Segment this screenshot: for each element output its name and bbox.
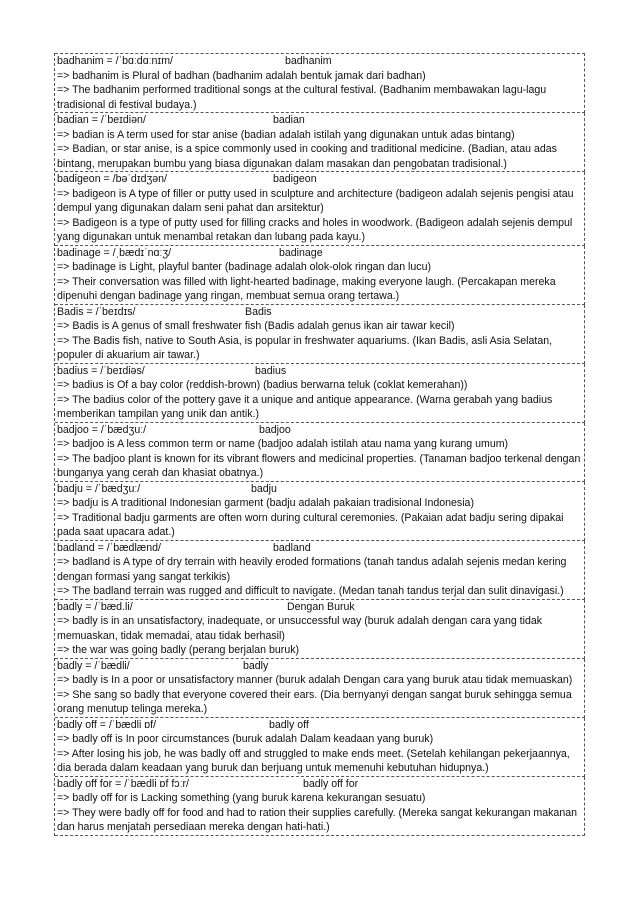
entry-badian: [55, 113, 585, 172]
entry-pronunciation: Badis = /ˈbeɪdɪs/: [57, 305, 136, 318]
entry-definition: => badian is A term used for star anise (badian adalah istilah yang digunakan untuk adas bintang): [57, 128, 515, 141]
entry-definition: => badju is A traditional Indonesian garment (badju adalah pakaian tradisional Indonesia): [57, 497, 474, 509]
entry-term: badinage: [279, 246, 323, 259]
entry-heading: [57, 718, 583, 733]
dictionary-document: [54, 53, 585, 836]
entry-definition: => Badis is A genus of small freshwater fish (Badis adalah genus ikan air tawar kecil): [57, 320, 455, 332]
entry-heading: [57, 54, 583, 69]
entry-example: => Traditional badju garments are often worn during cultural ceremonies. (Pakaian adat badju sering dipakai pada saat upacara adat.): [57, 511, 564, 538]
entry-definition: => badly off is In poor circumstances (buruk adalah Dalam keadaan yang buruk): [57, 733, 434, 745]
entry-example: => She sang so badly that everyone covered their ears. (Dia bernyanyi dengan sangat buruk sehingga semua orang menutup telinga mereka.): [57, 688, 572, 715]
entry-example: => The badland terrain was rugged and difficult to navigate. (Medan tanah tandus terjal dan sulit dinavigasi.): [57, 585, 564, 597]
entry-badhanim: [55, 53, 585, 113]
entry-example: => After losing his job, he was badly off and struggled to make ends meet. (Setelah kehilangan pekerjaannya, dia berada dalam keadaan yang buruk dan berjuang untuk memenuhi kebutuhan hidupnya.): [57, 747, 570, 774]
entry-pronunciation: badian = /ˈbeɪdiən/: [57, 114, 146, 126]
entry-term: Dengan Buruk: [287, 600, 355, 613]
entry-pronunciation: badland = /ˈbædlænd/: [57, 541, 161, 554]
entry-heading: [57, 305, 583, 320]
entry-badly-off-for: [55, 777, 585, 836]
entry-example: => Their conversation was filled with light-hearted badinage, making everyone laugh. (Percakapan mereka dipenuhi dengan badinage yang ringan, membuat semua orang tertawa.): [57, 275, 556, 302]
entry-example: => Badian, or star anise, is a spice commonly used in cooking and traditional medicine. (Badian, atau adas bintang, merupakan bumbu yang biasa digunakan dalam masakan dan pengobatan tradisional.): [57, 143, 557, 170]
entry-badly-off: [55, 718, 585, 777]
entry-badly-2: [55, 659, 585, 718]
entry-term: badju: [251, 482, 277, 495]
entry-heading: [57, 482, 583, 497]
entry-example: => The badhanim performed traditional songs at the cultural festival. (Badhanim membawakan lagu-lagu tradisional di festival budaya.): [57, 84, 547, 111]
entry-heading: [57, 172, 583, 187]
entry-pronunciation: badigeon = /bəˈdɪdʒən/: [57, 173, 167, 185]
entry-example: => The Badis fish, native to South Asia, is popular in freshwater aquariums. (Ikan Badis, asli Asia Selatan, populer di akuarium air tawar.): [57, 334, 553, 361]
entry-example: => The badius color of the pottery gave it a unique and antique appearance. (Warna gerabah yang badius memberikan tampilan yang unik dan antik.): [57, 393, 553, 420]
entry-term: Badis: [245, 305, 272, 318]
entry-term: badly off: [269, 718, 309, 731]
entry-badis: [55, 305, 585, 364]
entry-definition: => badhanim is Plural of badhan (badhanim adalah bentuk jamak dari badhan): [57, 69, 426, 82]
entry-heading: [57, 600, 583, 615]
entry-definition: => badly is in an unsatisfactory, inadequate, or unsuccessful way (buruk adalah dengan cara yang tidak memuaskan, tidak memadai, atau tidak berhasil): [57, 615, 543, 642]
entry-definition: => badius is Of a bay color (reddish-brown) (badius berwarna teluk (coklat kemerahan)): [57, 379, 468, 391]
entry-term: badland: [273, 541, 311, 554]
entry-term: badhanim: [285, 55, 332, 67]
entry-example: => The badjoo plant is known for its vibrant flowers and medicinal properties. (Tanaman badjoo terkenal dengan bunganya yang cerah dan khasiat obatnya.): [57, 452, 581, 479]
entry-term: badly: [243, 659, 269, 672]
entry-term: badigeon: [273, 173, 317, 185]
entry-term: badian: [273, 114, 305, 126]
entry-badius: [55, 364, 585, 423]
entry-example: => the war was going badly (perang berjalan buruk): [57, 644, 300, 656]
entry-example: => They were badly off for food and had to ration their supplies carefully. (Mereka sangat kekurangan makanan dan harus menjatah persediaan mereka dengan hati-hati.): [57, 806, 577, 833]
entry-definition: => badjoo is A less common term or name (badjoo adalah istilah atau nama yang kurang umum): [57, 438, 509, 450]
entry-pronunciation: badly off = /ˈbædli ɒf/: [57, 718, 157, 731]
entry-heading: [57, 541, 583, 556]
entry-heading: [57, 113, 583, 128]
entry-heading: [57, 246, 583, 261]
entry-example: => Badigeon is a type of putty used for filling cracks and holes in woodwork. (Badigeon adalah sejenis dempul yang digunakan untuk menambal retakan dan lubang pada kayu.): [57, 216, 573, 243]
entry-heading: [57, 423, 583, 438]
entry-term: badly off for: [303, 777, 359, 790]
entry-pronunciation: badinage = /ˌbædɪˈnɑːʒ/: [57, 246, 172, 259]
entry-heading: [57, 364, 583, 379]
entry-pronunciation: badju = /ˈbædʒuː/: [57, 482, 141, 495]
entry-pronunciation: badly = /ˈbæd.li/: [57, 600, 133, 613]
entry-heading: [57, 777, 583, 792]
entry-badigeon: [55, 172, 585, 246]
entry-definition: => badigeon is A type of filler or putty used in sculpture and architecture (badigeon adalah sejenis pengisi atau dempul yang digunakan dalam seni pahat dan arsitektur): [57, 187, 574, 214]
entry-pronunciation: badhanim = /ˈbɑːdɑːnɪm/: [57, 55, 173, 67]
entry-definition: => badly is In a poor or unsatisfactory manner (buruk adalah Dengan cara yang buruk atau tidak memuaskan): [57, 674, 573, 686]
entry-term: badjoo: [259, 423, 291, 436]
entry-pronunciation: badly = /ˈbædli/: [57, 659, 130, 672]
entry-badinage: [55, 246, 585, 305]
entry-badjoo: [55, 423, 585, 482]
entry-heading: [57, 659, 583, 674]
entry-pronunciation: badjoo = /ˈbædʒuː/: [57, 423, 147, 436]
entry-pronunciation: badly off for = /ˈbædli ɒf fɔːr/: [57, 777, 189, 790]
entry-badju: [55, 482, 585, 541]
entry-term: badius: [255, 364, 287, 377]
entry-definition: => badland is A type of dry terrain with heavily eroded formations (tanah tandus adalah sejenis medan kering dengan formasi yang sangat terkikis): [57, 556, 567, 583]
entry-badly-1: [55, 600, 585, 659]
entry-definition: => badly off for is Lacking something (yang buruk karena kekurangan sesuatu): [57, 792, 426, 804]
entry-pronunciation: badius = /ˈbeɪdiəs/: [57, 364, 145, 377]
entry-badland: [55, 541, 585, 600]
entry-definition: => badinage is Light, playful banter (badinage adalah olok-olok ringan dan lucu): [57, 261, 431, 273]
